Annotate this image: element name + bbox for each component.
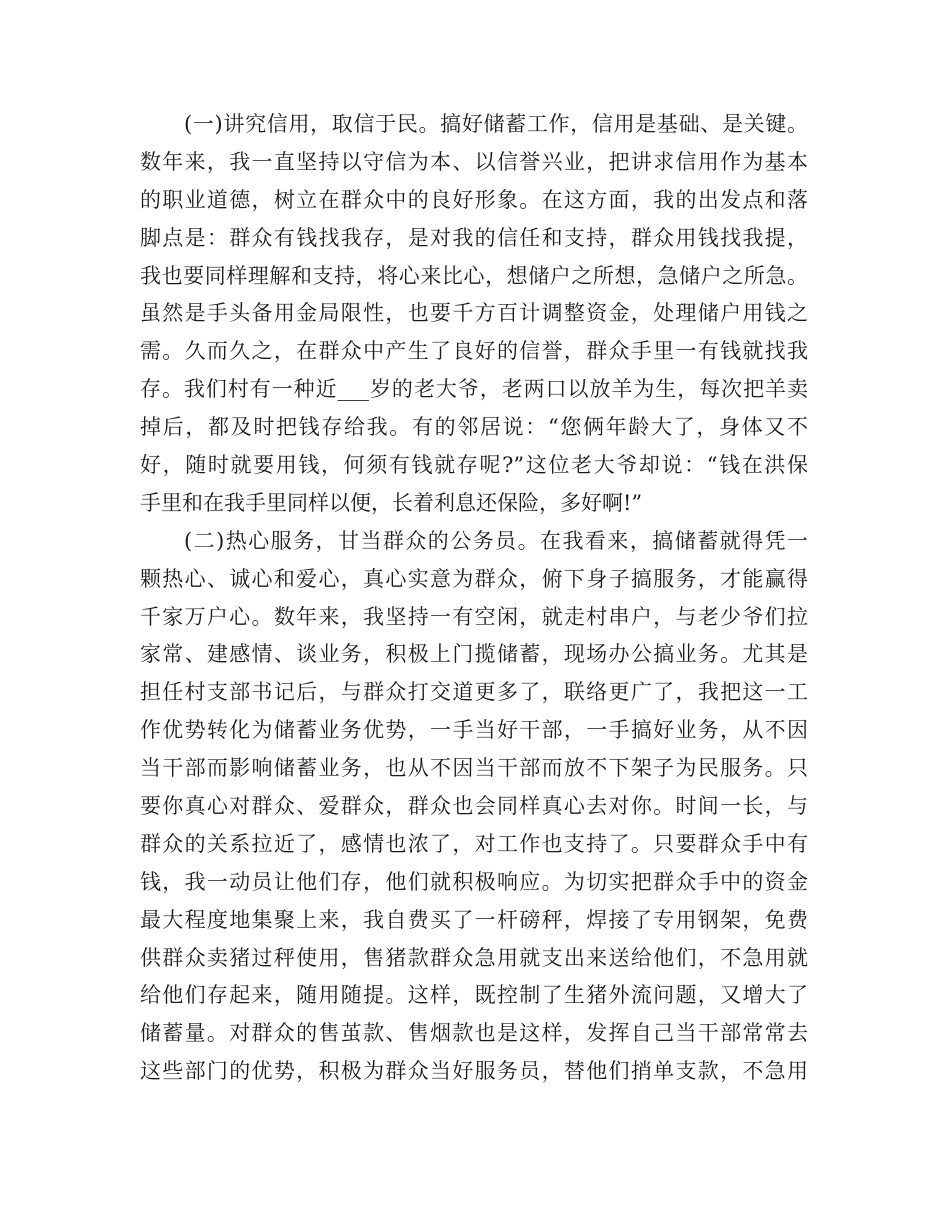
text-line: 作优势转化为储蓄业务优势，一手当好干部，一手搞好业务，从不因 (140, 718, 808, 743)
text-line: 千家万户心。数年来，我坚持一有空闲，就走村串户，与老少爷们拉 (140, 604, 808, 629)
text-line: 需。久而久之，在群众中产生了良好的信誉，群众手里一有钱就找我 (140, 339, 808, 364)
text-line: (一)讲究信用，取信于民。搞好储蓄工作，信用是基础、是关键。 (184, 112, 808, 136)
text-line: 储蓄量。对群众的售茧款、售烟款也是这样，发挥自己当干部常常去 (140, 1021, 808, 1046)
text-line: 家常、建感情、谈业务，积极上门揽储蓄，现场办公搞业务。尤其是 (140, 642, 808, 667)
text-line: 的职业道德，树立在群众中的良好形象。在这方面，我的出发点和落 (140, 187, 808, 212)
text-line: 好，随时就要用钱，何须有钱就存呢?”这位老大爷却说：“钱在洪保 (140, 453, 808, 478)
text-line: 脚点是：群众有钱找我存，是对我的信任和支持，群众用钱找我提， (140, 225, 808, 250)
text-line: 给他们存起来，随用随提。这样，既控制了生猪外流问题，又增大了 (140, 983, 808, 1008)
text-line: 存。我们村有一种近___岁的老大爷，老两口以放羊为生，每次把羊卖 (140, 377, 808, 402)
text-line: 虽然是手头备用金局限性，也要千方百计调整资金，处理储户用钱之 (140, 301, 808, 326)
text-line: 我也要同样理解和支持，将心来比心，想储户之所想，急储户之所急。 (140, 263, 808, 288)
text-line: 钱，我一动员让他们存，他们就积极响应。为切实把群众手中的资金 (140, 869, 808, 894)
text-line: (二)热心服务，甘当群众的公务员。在我看来，搞储蓄就得凭一 (184, 528, 808, 553)
text-line: 供群众卖猪过秤使用，售猪款群众急用就支出来送给他们，不急用就 (140, 945, 808, 970)
text-line: 手里和在我手里同样以便，长着利息还保险，多好啊!” (140, 490, 643, 515)
text-line: 担任村支部书记后，与群众打交道更多了，联络更广了，我把这一工 (140, 680, 808, 705)
text-line: 这些部门的优势，积极为群众当好服务员，替他们捎单支款，不急用 (140, 1059, 808, 1084)
text-line: 要你真心对群众、爱群众，群众也会同样真心去对你。时间一长，与 (140, 794, 808, 819)
text-line: 数年来，我一直坚持以守信为本、以信誉兴业，把讲求信用作为基本 (140, 149, 808, 174)
text-line: 颗热心、诚心和爱心，真心实意为群众，俯下身子搞服务，才能赢得 (140, 566, 808, 591)
text-line: 最大程度地集聚上来，我自费买了一杆磅秤，焊接了专用钢架，免费 (140, 907, 808, 932)
paragraph-service (140, 523, 808, 1091)
text-line: 当干部而影响储蓄业务，也从不因当干部而放不下架子为民服务。只 (140, 756, 808, 781)
text-line: 群众的关系拉近了，感情也浓了，对工作也支持了。只要群众手中有 (140, 831, 808, 856)
document-page (140, 106, 808, 1091)
text-line: 掉后，都及时把钱存给我。有的邻居说：“您俩年龄大了，身体又不 (140, 415, 808, 440)
paragraph-credit (140, 106, 808, 523)
